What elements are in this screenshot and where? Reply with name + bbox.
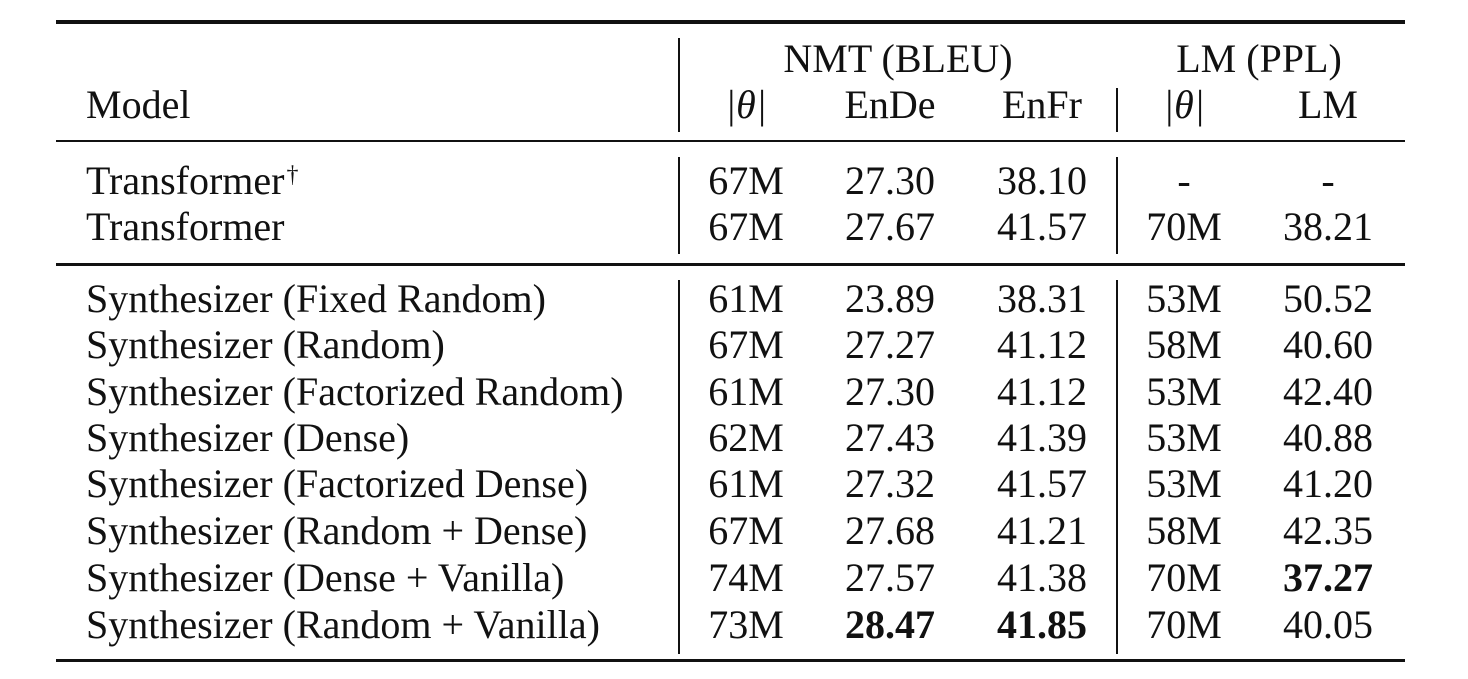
dagger-mark: † (286, 162, 299, 188)
column-header-lm: LM (1298, 82, 1358, 127)
row-params-nmt: 61M (708, 461, 784, 506)
row-params-lm: 58M (1146, 508, 1222, 553)
row-params-lm: 53M (1146, 415, 1222, 460)
row-lm: 50.52 (1283, 276, 1373, 321)
top-rule (56, 20, 1405, 24)
row-enfr: 38.10 (997, 158, 1087, 203)
row-enfr: 41.12 (997, 322, 1087, 367)
row-enfr: 41.57 (997, 461, 1087, 506)
row-model: Synthesizer (Factorized Dense) (86, 461, 589, 506)
vline-header-lm (1116, 88, 1118, 132)
row-ende: 27.57 (845, 555, 935, 600)
row-ende: 27.67 (845, 204, 935, 249)
row-enfr: 41.12 (997, 369, 1087, 414)
vline-baseline-model (678, 157, 680, 254)
row-ende-best: 28.47 (845, 602, 935, 647)
header-rule (56, 140, 1405, 142)
row-params-nmt: 61M (708, 369, 784, 414)
row-model: Synthesizer (Random) (86, 322, 445, 367)
row-ende: 27.27 (845, 322, 935, 367)
row-enfr: 41.57 (997, 204, 1087, 249)
row-params-nmt: 67M (708, 508, 784, 553)
row-enfr: 41.21 (997, 508, 1087, 553)
row-ende: 27.30 (845, 369, 935, 414)
row-params-lm: 53M (1146, 461, 1222, 506)
row-params-nmt: 62M (708, 415, 784, 460)
row-lm: 40.88 (1283, 415, 1373, 460)
row-params-nmt: 61M (708, 276, 784, 321)
row-model: Synthesizer (Random + Vanilla) (86, 602, 600, 647)
row-enfr-best: 41.85 (997, 602, 1087, 647)
column-header-enfr: EnFr (1002, 82, 1082, 127)
row-params-nmt: 67M (708, 322, 784, 367)
bottom-rule (56, 659, 1405, 662)
row-ende: 27.32 (845, 461, 935, 506)
row-params-nmt: 67M (708, 204, 784, 249)
row-lm: - (1321, 158, 1335, 203)
row-model: Synthesizer (Factorized Random) (86, 369, 624, 414)
group-header-lm: LM (PPL) (1176, 36, 1342, 81)
row-model: Synthesizer (Fixed Random) (86, 276, 546, 321)
section-rule (56, 263, 1405, 266)
row-params-lm: 70M (1146, 204, 1222, 249)
row-params-lm: 53M (1146, 369, 1222, 414)
row-lm: 42.35 (1283, 508, 1373, 553)
row-model: Transformer† (86, 158, 299, 203)
row-enfr: 38.31 (997, 276, 1087, 321)
row-params-lm: 58M (1146, 322, 1222, 367)
row-enfr: 41.38 (997, 555, 1087, 600)
row-params-nmt: 74M (708, 555, 784, 600)
row-ende: 27.68 (845, 508, 935, 553)
row-lm: 41.20 (1283, 461, 1373, 506)
vline-header-model (678, 38, 680, 132)
row-lm: 38.21 (1283, 204, 1373, 249)
row-model: Synthesizer (Dense) (86, 415, 410, 460)
row-model: Transformer (86, 204, 285, 249)
row-params-lm: 70M (1146, 602, 1222, 647)
vline-synth-model (678, 280, 680, 654)
column-header-model: Model (86, 82, 191, 127)
row-ende: 27.30 (845, 158, 935, 203)
row-params-lm: 70M (1146, 555, 1222, 600)
row-ende: 27.43 (845, 415, 935, 460)
row-params-nmt: 73M (708, 602, 784, 647)
row-lm: 40.05 (1283, 602, 1373, 647)
column-header-params-lm: |θ| (1163, 82, 1205, 127)
row-lm-best: 37.27 (1283, 555, 1373, 600)
column-header-params-nmt: |θ| (725, 82, 767, 127)
row-lm: 42.40 (1283, 369, 1373, 414)
row-params-nmt: 67M (708, 158, 784, 203)
row-params-lm: - (1177, 158, 1191, 203)
column-header-ende: EnDe (844, 82, 936, 127)
row-model: Synthesizer (Random + Dense) (86, 508, 588, 553)
row-ende: 23.89 (845, 276, 935, 321)
vline-baseline-lm (1116, 157, 1118, 254)
group-header-nmt: NMT (BLEU) (783, 36, 1013, 81)
row-lm: 40.60 (1283, 322, 1373, 367)
row-enfr: 41.39 (997, 415, 1087, 460)
row-model: Synthesizer (Dense + Vanilla) (86, 555, 565, 600)
row-params-lm: 53M (1146, 276, 1222, 321)
vline-synth-lm (1116, 280, 1118, 654)
